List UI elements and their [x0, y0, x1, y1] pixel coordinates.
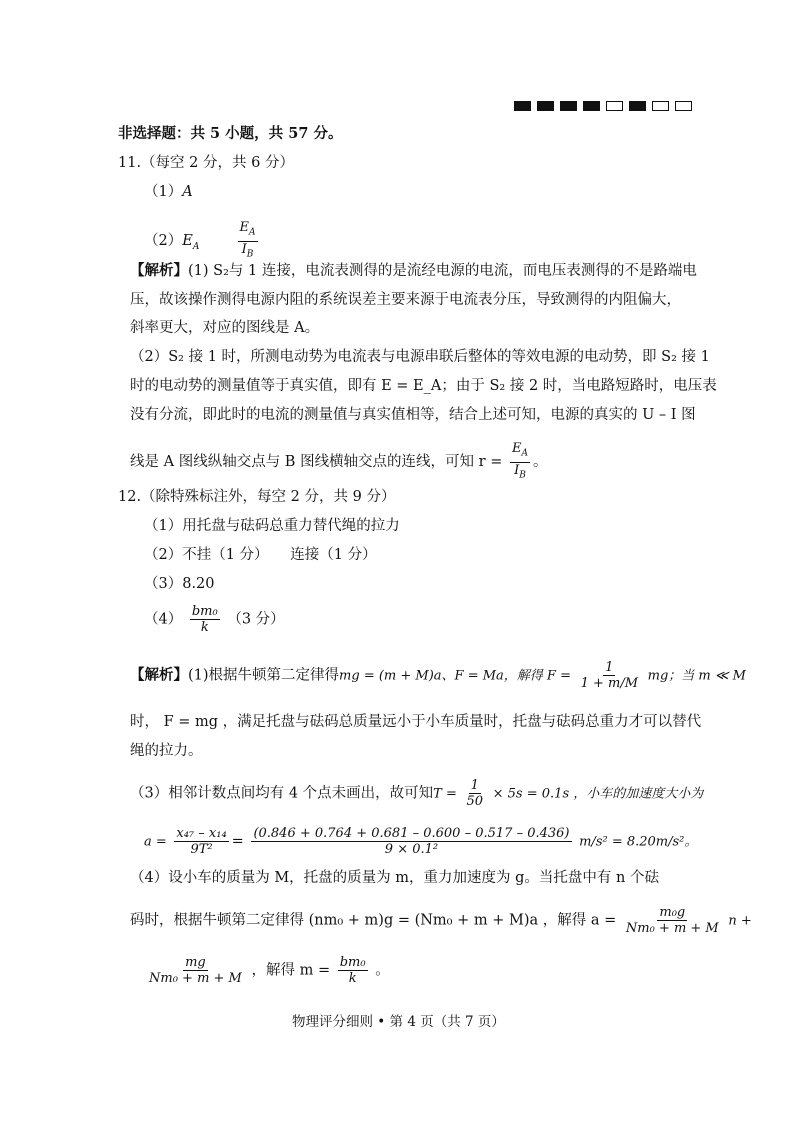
page-footer: 物理评分细则 • 第 4 页（共 7 页）	[292, 1014, 505, 1030]
progress-marks	[514, 101, 692, 111]
q11-analysis-p1-l2: 压，故该操作测得电源内阻的系统误差主要来源于电流表分压，导致测得的内阻偏大，	[130, 292, 681, 308]
progress-mark-3	[560, 101, 577, 111]
q12-analysis-line-5: a = $\frac{\text{x₄₇ – x₁₄}}{\text{9T²}}$ = $\frac{(0.846 + 0.764 + 0.681 - 0.600 - 0.517 - 0.436)}{\text{9 × 0.1²}}$ m/s² = 8.20m/s²。	[144, 826, 698, 857]
q12-analysis-line-2: 时， F = mg ，满足托盘与砝码总质量远小于小车质量时，托盘与砝码总重力才可以替代	[130, 714, 702, 730]
q12-answer-2: （2）不挂（1 分） 连接（1 分）	[144, 547, 377, 563]
q11-analysis-p1-l3: 斜率更大，对应的图线是 A。	[130, 320, 320, 336]
q12-heading: 12.（除特殊标注外，每空 2 分，共 9 分）	[118, 489, 396, 505]
q12-analysis-line-1: 【解析】(1)根据牛顿第二定律得mg = (m + M)a、F = Ma，解得 F = $\frac{1}{1 + m/M}$ mg；当 m ≪ M	[130, 660, 746, 691]
progress-mark-4	[583, 101, 600, 111]
q12-analysis-line-4: （3）相邻计数点间均有 4 个点未画出，故可知T = $\frac{1}{50}$ × 5s = 0.1s ，小车的加速度大小为	[130, 778, 704, 809]
q11-answer-2: $(2)E_A$ $\frac{E_A}{I_B}$	[144, 220, 261, 262]
progress-mark-2	[537, 101, 554, 111]
q12-answer-4: （4） $\frac{\text{bm₀}}{k}$ （3 分）	[144, 604, 285, 635]
q12-answer-1: （1）用托盘与砝码总重力替代绳的拉力	[144, 518, 400, 534]
q12-analysis-line-8: $\frac{mg}{\text{Nm₀ + m + M}}$ ，解得 m = $\frac{\text{bm₀}}{k}$ 。	[149, 955, 390, 986]
section-title: 非选择题：共 5 小题，共 57 分。	[118, 125, 343, 142]
progress-mark-8	[675, 101, 692, 111]
q11-answer-1: （1）A	[144, 184, 193, 200]
q11-analysis-p2-l2: 时的电动势的测量值等于真实值，即有 E = E_A；由于 S₂ 接 2 时，当电路短路时，电压表	[130, 378, 717, 394]
q12-analysis-line-7: 码时，根据牛顿第二定律得 (nm₀ + m)g = (Nm₀ + m + M)a ，解得 a = $\frac{\text{m₀g}}{\text{Nm₀ + m + M}}$ n +	[130, 905, 752, 936]
q12-answer-3: （3）8.20	[144, 576, 215, 592]
q11-answer-2-fraction: $\frac{E_A}{I_B}$	[239, 220, 256, 260]
q12-analysis-line-6: （4）设小车的质量为 M，托盘的质量为 m，重力加速度为 g。当托盘中有 n 个砝	[130, 870, 659, 886]
q11-analysis-p2-l1: （2）S₂ 接 1 时，所测电动势为电流表与电源串联后整体的等效电源的电动势，即 S₂ 接 1	[130, 349, 710, 365]
q12-analysis-line-3: 绳的拉力。	[130, 743, 203, 759]
q11-analysis-p2-l3: 没有分流，即此时的电流的测量值与真实值相等，结合上述可知，电源的真实的 U – I 图	[130, 407, 696, 423]
q11-heading: 11.（每空 2 分，共 6 分）	[118, 155, 294, 171]
progress-mark-5	[606, 101, 623, 111]
progress-mark-6	[629, 101, 646, 111]
progress-mark-7	[652, 101, 669, 111]
q11-analysis-p2-l4: 线是 A 图线纵轴交点与 B 图线横轴交点的连线，可知 r = $\frac{E_A}{I_B}$ 。	[130, 441, 548, 481]
progress-mark-1	[514, 101, 531, 111]
q11-analysis-p1-l1: 【解析】(1) S₂与 1 连接，电流表测得的是流经电源的电流，而电压表测得的不是路端电	[130, 262, 697, 279]
